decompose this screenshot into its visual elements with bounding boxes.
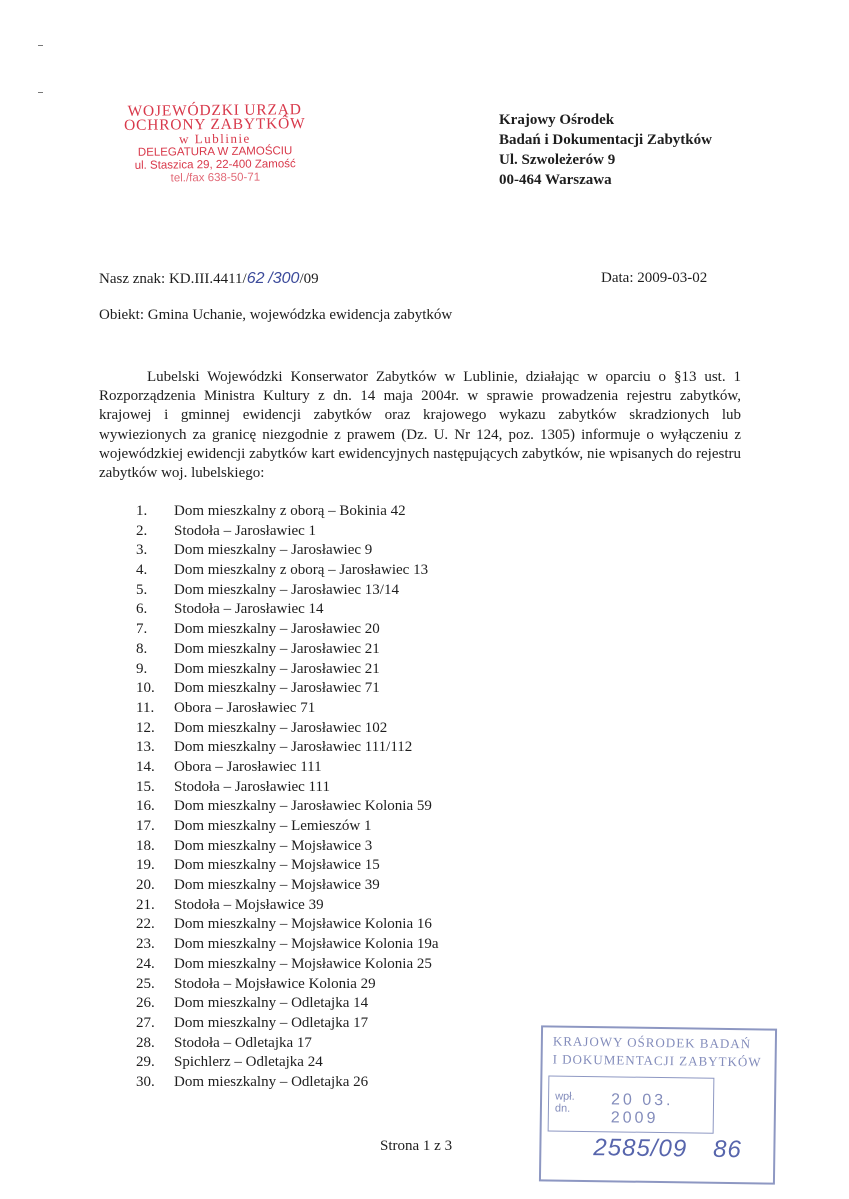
margin-mark [38,45,43,46]
list-item-number: 21. [136,896,155,913]
recipient-line: 00-464 Warszawa [499,172,612,188]
page-number: Strona 1 z 3 [380,1138,453,1154]
stamp-label: wpł. [555,1090,575,1103]
list-item-number: 12. [136,719,155,736]
list-item-text: Dom mieszkalny – Mojsławice Kolonia 16 [174,916,432,933]
list-item-number: 18. [136,837,155,854]
handwritten-number: 300 [272,270,300,287]
list-item [136,817,439,837]
recipient-line: Ul. Szwoleżerów 9 [499,152,616,168]
reference-number [99,269,319,289]
stamp-label: dn. [554,1102,571,1115]
list-item-number: 1. [136,503,148,519]
reference-suffix: /09 [299,271,319,287]
list-item-text: Dom mieszkalny – Jarosławiec 71 [174,680,380,697]
list-item [136,620,439,640]
list-item-text: Dom mieszkalny – Lemieszów 1 [174,818,372,834]
list-item-number: 30. [136,1073,155,1090]
recipient-address [499,110,712,190]
list-item [136,1034,439,1054]
list-item-text: Stodoła – Jarosławiec 14 [174,601,324,618]
list-item-text: Dom mieszkalny – Jarosławiec 21 [174,640,380,657]
list-item-number: 13. [136,739,155,756]
list-item-text: Dom mieszkalny z oborą – Jarosławiec 13 [174,562,429,579]
handwritten-initials: 86 [712,1135,743,1164]
list-item [136,1014,439,1034]
list-item [136,699,439,719]
stamp-line: tel./fax 638-50-71 [170,171,261,185]
list-item [136,581,439,601]
list-item-number: 22. [136,916,155,933]
handwritten-registry-number [593,1134,742,1164]
stamp-line: KRAJOWY OŚRODEK BADAŃ [552,1033,752,1052]
list-item-text: Stodoła – Jarosławiec 111 [174,778,330,795]
list-item-text: Stodoła – Jarosławiec 1 [174,522,317,539]
list-item-number: 24. [136,955,155,972]
list-item [136,758,439,778]
list-item [136,679,439,699]
recipient-line: Badań i Dokumentacji Zabytków [499,132,712,148]
list-item-text: Obora – Jarosławiec 71 [174,699,316,716]
recipient-line: Krajowy Ośrodek [499,112,615,128]
list-item-number: 27. [136,1014,155,1031]
stamp-line: I DOKUMENTACJI ZABYTKÓW [552,1051,762,1070]
list-item [136,975,439,995]
list-item-number: 23. [136,936,155,953]
list-item-text: Dom mieszkalny – Mojsławice 3 [174,837,373,854]
body-text: Lubelski Wojewódzki Konserwator Zabytków w Lublinie, działając w oparciu o §13 ust. 1 Rozporządzenia Ministra Kultury z dn. 14 maja 2004r. w sprawie prowadzenia rejestru zabytków, krajowej i gminnej ewidencji zabytków oraz krajowego wykazu zabytków skradzionych lub wywiezionych za granicę niezgodnie z prawem (Dz. U. Nr 124, poz. 1305) informuje o wyłączeniu z wojewódzkiej ewidencji zabytków kart ewidencyjnych następujących zabytków, nie wpisanych do rejestru zabytków woj. lubelskiego: [99,369,741,482]
list-item-text: Dom mieszkalny – Mojsławice Kolonia 25 [174,955,432,972]
list-item-number: 7. [136,621,148,638]
list-item [136,738,439,758]
reference-label: Nasz znak: KD.III.4411/ [99,271,247,287]
document-date: Data: 2009-03-02 [601,270,708,286]
list-item-text: Dom mieszkalny – Jarosławiec 9 [174,542,373,559]
list-item-text: Dom mieszkalny – Mojsławice Kolonia 19a [174,936,439,953]
stamp-date-box [548,1075,715,1133]
list-item-number: 28. [136,1034,155,1051]
list-item-text: Stodoła – Odletajka 17 [174,1034,312,1051]
list-item-text: Dom mieszkalny – Jarosławiec 13/14 [174,581,399,598]
list-item [136,522,439,542]
list-item-number: 14. [136,758,155,775]
list-item-text: Dom mieszkalny – Jarosławiec Kolonia 59 [174,798,432,815]
list-item [136,896,439,916]
list-item-text: Dom mieszkalny – Jarosławiec 102 [174,719,388,736]
list-item-text: Stodoła – Mojsławice Kolonia 29 [174,975,376,992]
list-item-number: 4. [136,562,148,579]
list-item-text: Dom mieszkalny – Jarosławiec 21 [174,660,380,677]
list-item [136,660,439,680]
list-item [136,1073,439,1093]
list-item [136,994,439,1014]
list-item [136,561,439,581]
list-item-number: 2. [136,522,148,539]
list-item-number: 11. [136,699,155,716]
list-item-number: 10. [136,680,155,697]
stamp-line: ul. Staszica 29, 22-400 Zamość [134,158,296,172]
subject-line: Obiekt: Gmina Uchanie, wojewódzka ewidencja zabytków [99,307,453,323]
list-item [136,856,439,876]
list-item-number: 9. [136,660,148,677]
list-item-text: Dom mieszkalny – Mojsławice 15 [174,857,380,874]
list-item [136,640,439,660]
list-item-number: 29. [136,1054,155,1071]
list-item-text: Dom mieszkalny – Odletajka 14 [174,995,369,1012]
stamp-line: OCHRONY ZABYTKÓW [123,115,306,134]
list-item-number: 5. [136,581,148,598]
monument-list [136,502,439,1093]
body-paragraph [99,368,741,483]
list-item-number: 19. [136,857,155,874]
list-item-text: Spichlerz – Odletajka 24 [174,1054,323,1071]
list-item-number: 20. [136,877,155,894]
handwritten-separator: / [268,270,273,287]
list-item-text: Dom mieszkalny – Mojsławice 39 [174,877,380,894]
margin-mark [38,92,43,93]
list-item-number: 8. [136,640,148,657]
list-item [136,797,439,817]
list-item [136,600,439,620]
red-office-stamp [80,103,351,187]
list-item-text: Dom mieszkalny – Jarosławiec 111/112 [174,739,413,756]
list-item-number: 6. [136,601,148,618]
list-item [136,955,439,975]
list-item [136,1053,439,1073]
list-item [136,915,439,935]
list-item-text: Dom mieszkalny – Jarosławiec 20 [174,621,380,638]
list-item [136,935,439,955]
list-item-text: Dom mieszkalny – Odletajka 17 [174,1014,369,1031]
list-item-number: 26. [136,995,155,1012]
list-item [136,502,439,522]
list-item-number: 15. [136,778,155,795]
list-item-number: 25. [136,975,155,992]
handwritten-number: 62 [246,270,265,287]
stamp-line: DELEGATURA W ZAMOŚCIU [137,145,293,159]
list-item-number: 17. [136,818,155,834]
list-item-text: Dom mieszkalny z oborą – Bokinia 42 [174,503,406,519]
list-item-text: Obora – Jarosławiec 111 [174,758,322,775]
stamp-date: 20 03. 2009 [610,1091,674,1128]
stamp-line: w Lublinie [179,130,251,147]
stamp-labels [555,1091,575,1115]
list-item-text: Stodoła – Mojsławice 39 [174,896,324,913]
list-item [136,876,439,896]
list-item-text: Dom mieszkalny – Odletajka 26 [174,1073,369,1090]
stamp-line: WOJEWÓDZKI URZĄD [127,101,302,120]
blue-receipt-stamp [539,1025,777,1184]
list-item [136,837,439,857]
list-item-number: 3. [136,542,148,559]
registry-number: 2585/09 [593,1134,688,1163]
list-item [136,778,439,798]
list-item [136,541,439,561]
list-item-number: 16. [136,798,155,815]
list-item [136,719,439,739]
